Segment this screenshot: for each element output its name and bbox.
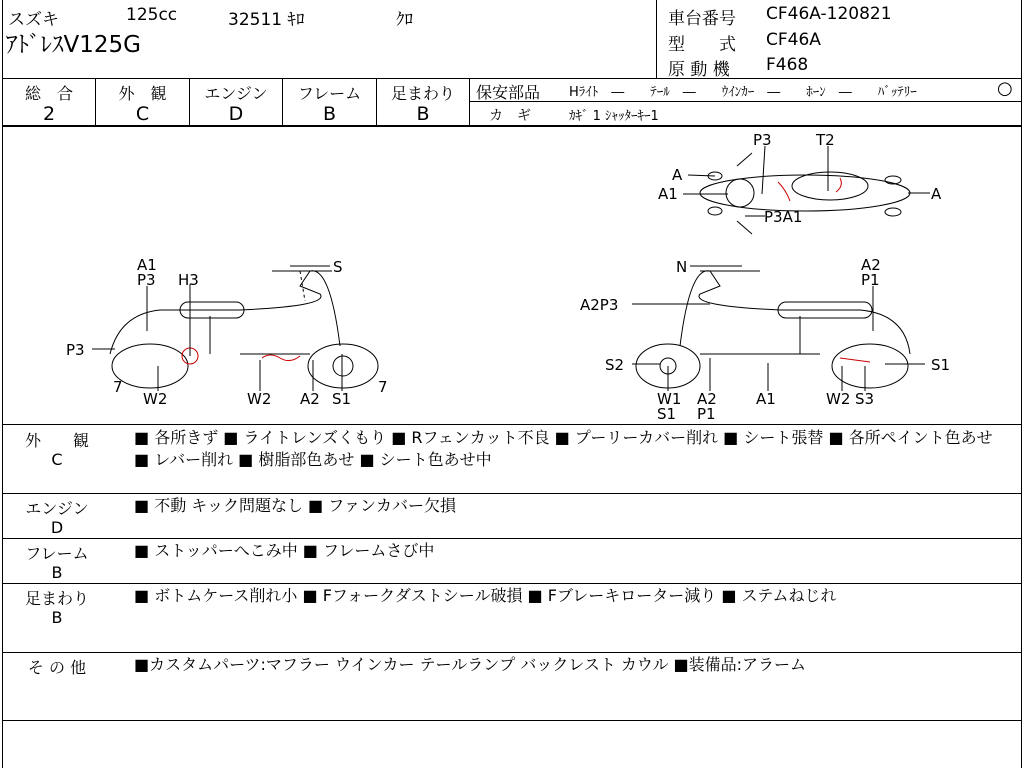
diagram-label: S1 — [931, 356, 951, 374]
section-text: ■ 各所きず ■ ライトレンズくもり ■ Rフェンカット不良 ■ プーリーカバー削れ ■ シート張替 ■ 各所ペイント色あせ ■ レバー削れ ■ 樹脂部色あせ ■ シート色あせ中 — [134, 428, 993, 469]
grade-frame — [283, 79, 377, 125]
diagram-label: P3 — [137, 271, 156, 289]
diagram-label: P3 — [753, 131, 772, 149]
section-label: 足まわり — [24, 589, 89, 608]
diagram-label: P3 — [66, 341, 85, 359]
mileage: 32511 ｷﾛ — [228, 10, 305, 30]
diagram-label: 7 — [113, 378, 123, 396]
safety-divider — [470, 101, 1021, 102]
diagram-label: A — [931, 185, 942, 203]
section-rule — [2, 583, 1022, 584]
grade-value: 2 — [42, 103, 56, 125]
grade-value: B — [322, 103, 337, 125]
section-label: 外 観 — [24, 431, 89, 450]
diagram-label: T2 — [816, 131, 835, 149]
diagram-label: A2 — [861, 256, 881, 274]
diagram-label: P1 — [861, 271, 880, 289]
grade-label: 総 合 — [24, 84, 73, 103]
section-text: ■ ボトムケース削れ小 ■ Fフォークダストシール破損 ■ Fブレーキローター減り ■ ステムねじれ — [134, 586, 837, 605]
grade-value: D — [228, 103, 244, 125]
chassis-label: 車台番号 — [668, 9, 736, 29]
grade-label: エンジン — [204, 84, 268, 103]
grade-suspension — [377, 79, 470, 125]
diagram-label: A2 — [300, 390, 320, 408]
diagram-label: S — [333, 258, 343, 276]
section-grade: C — [51, 450, 63, 469]
diagram-label: H3 — [178, 271, 199, 289]
key-label: カ ギ — [489, 108, 531, 124]
diagram-label: P1 — [697, 405, 716, 423]
header-divider — [656, 0, 657, 78]
battery-ok-mark: ○ — [997, 78, 1013, 99]
safety-label: 保安部品 — [476, 83, 541, 102]
type-value: CF46A — [766, 30, 821, 50]
model-name: ｱﾄﾞﾚｽV125G — [6, 32, 141, 58]
diagram-label: A1 — [756, 390, 776, 408]
diagram-label: S1 — [657, 405, 677, 423]
diagram-label: A2P3 — [580, 296, 619, 314]
diagram-label: A1 — [658, 185, 678, 203]
diagram-label: W2 — [143, 390, 168, 408]
diagram-label: S1 — [332, 390, 352, 408]
diagram-top-rule — [2, 126, 1022, 127]
engine-label: 原 動 機 — [668, 60, 730, 80]
grade-engine — [190, 79, 283, 125]
safety-items: Hﾗｲﾄ ― ﾃｰﾙ ― ｳｲﾝｶｰ ― ﾎｰﾝ ― ﾊﾞｯﾃﾘｰ — [569, 85, 917, 100]
section-label: フレーム — [25, 544, 89, 563]
diagram-label: A1 — [137, 256, 157, 274]
section-rule — [2, 493, 1022, 494]
grade-label: 外 観 — [118, 84, 167, 103]
type-label: 型 式 — [668, 35, 736, 55]
section-text: ■ ストッパーへこみ中 ■ フレームさび中 — [134, 541, 435, 560]
diagram-bottom-rule — [2, 424, 1022, 425]
grade-label: フレーム — [297, 84, 362, 103]
diagram-label: 7 — [378, 378, 388, 396]
diagram-label: P3A1 — [764, 208, 803, 226]
section-grade: B — [51, 608, 63, 627]
diagram-label: A2 — [697, 390, 717, 408]
diagram-label: W2 — [247, 390, 272, 408]
section-label: そ の 他 — [27, 658, 87, 677]
diagram-label: N — [676, 258, 688, 276]
grade-value: B — [416, 103, 430, 125]
grade-value: C — [135, 103, 150, 125]
color: ｸﾛ — [396, 10, 413, 30]
section-rule — [2, 720, 1022, 721]
maker: スズキ — [8, 10, 59, 30]
engine-cc: 125cc — [126, 5, 178, 25]
section-text: ■カスタムパーツ:マフラー ウインカー テールランプ バックレスト カウル ■装備品:アラーム — [134, 655, 807, 674]
section-rule — [2, 538, 1022, 539]
key-value: ｶｷﾞ 1 ｼｬｯﾀｰｷｰ1 — [569, 109, 659, 124]
diagram-label: W1 — [657, 390, 682, 408]
grade-table — [2, 78, 1022, 126]
grade-exterior — [96, 79, 190, 125]
section-text: ■ 不動 キック問題なし ■ ファンカバー欠損 — [134, 496, 456, 515]
section-grade: B — [51, 563, 63, 582]
grade-overall — [3, 79, 96, 125]
engine-value: F468 — [766, 55, 809, 75]
section-label: エンジン — [25, 499, 89, 518]
damage-diagram — [0, 126, 1024, 426]
grade-label: 足まわり — [390, 84, 455, 103]
diagram-label: W2 — [826, 390, 851, 408]
diagram-label: S2 — [605, 356, 625, 374]
section-grade: D — [50, 518, 64, 537]
section-rule — [2, 652, 1022, 653]
diagram-label: S3 — [855, 390, 875, 408]
top-view-scooter — [700, 153, 910, 234]
chassis-value: CF46A-120821 — [766, 4, 892, 24]
diagram-label: A — [672, 166, 683, 184]
